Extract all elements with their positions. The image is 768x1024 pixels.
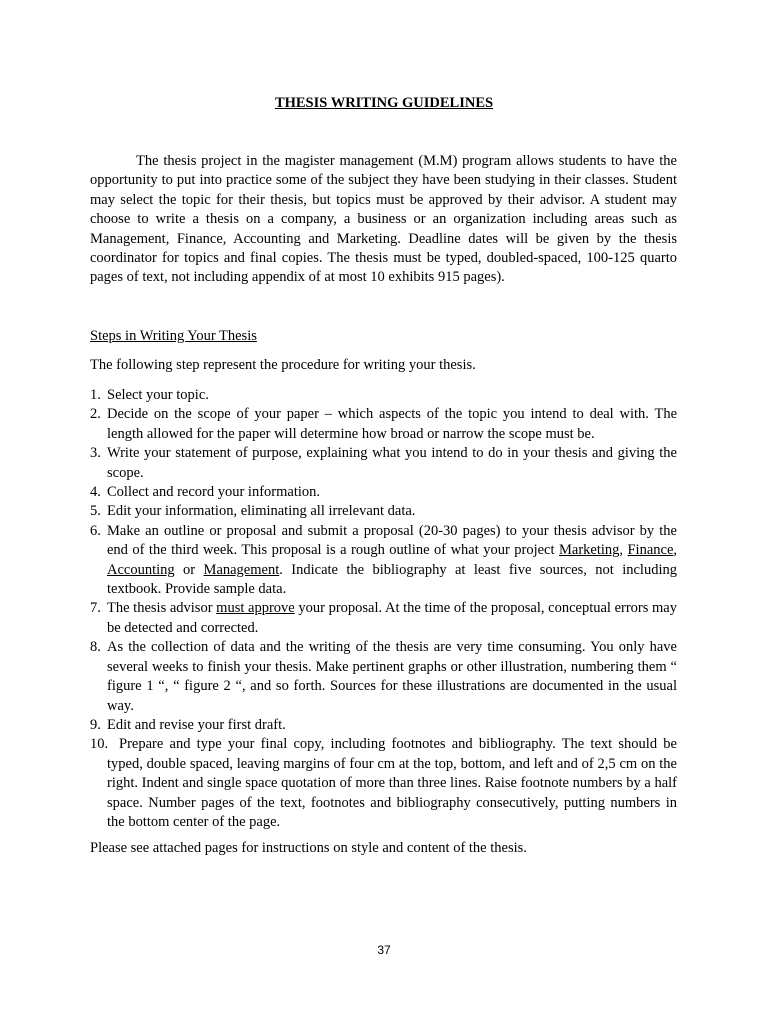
list-item xyxy=(90,386,677,405)
list-item xyxy=(90,522,677,600)
step-text-part: . Indicate the bibliography at least five sources, not including textbook. Provide sample data. xyxy=(107,561,677,598)
step-number: 3. xyxy=(90,445,101,462)
step-text-part: Make an outline or proposal and submit a proposal (20-30 pages) to your thesis advisor by the end of the third week. This proposal is a rough outline of what your project xyxy=(107,522,677,559)
underlined-term-marketing: Marketing xyxy=(558,542,620,559)
list-item xyxy=(90,444,677,483)
steps-list xyxy=(90,386,677,832)
section-intro: The following step represent the procedure for writing your thesis. xyxy=(90,357,476,373)
list-item xyxy=(90,502,677,521)
list-item xyxy=(90,405,677,444)
step-text: Prepare and type your final copy, including footnotes and bibliography. The text should be typed, double spaced, leaving margins of four cm at the top, bottom, and left and of 2,5 cm on the right. Indent and single space quotation of more than three lines. Raise footnote numbers by a half space. Number pages of the text, footnotes and bibliography consecutively, putting numbers in the bottom center of the page. xyxy=(107,736,677,830)
step-number: 8. xyxy=(90,639,101,656)
step-text: As the collection of data and the writing of the thesis are very time consuming. You only have several weeks to finish your thesis. Make pertinent graphs or other illustration, numbering them “ figure 1 “, “ figure 2 “, and so forth. Sources for these illustrations are documented in the usual way. xyxy=(107,639,677,714)
separator: , xyxy=(673,542,678,559)
separator: or xyxy=(174,561,204,578)
list-item xyxy=(90,638,677,716)
underlined-term-finance: Finance xyxy=(627,542,674,559)
step-number: 6. xyxy=(90,522,101,539)
section-heading: Steps in Writing Your Thesis xyxy=(90,328,257,344)
step-number: 9. xyxy=(90,716,101,733)
list-item xyxy=(90,483,677,502)
list-item xyxy=(90,735,677,832)
step-text-part: The thesis advisor xyxy=(107,600,217,617)
step-number: 10. xyxy=(90,736,109,753)
step-number: 2. xyxy=(90,406,101,423)
closing-paragraph: Please see attached pages for instructions on style and content of the thesis. xyxy=(90,840,527,856)
separator: , xyxy=(619,542,628,559)
page-number: 37 xyxy=(377,943,391,957)
step-text: Decide on the scope of your paper – which aspects of the topic you intend to deal with. The length allowed for the paper will determine how broad or narrow the scope must be. xyxy=(107,406,677,442)
step-number: 7. xyxy=(90,600,101,617)
step-number: 4. xyxy=(90,484,101,501)
step-text: Write your statement of purpose, explaining what you intend to do in your thesis and giving the scope. xyxy=(107,445,677,481)
list-item xyxy=(90,599,677,638)
step-text-part: your proposal. At the time of the proposal, conceptual errors may be detected and corrected. xyxy=(107,600,677,636)
list-item xyxy=(90,716,677,735)
intro-paragraph: The thesis project in the magister management (M.M) program allows students to have the opportunity to put into practice some of the subject they have been studying in their classes. Student may select the topic for their thesis, but topics must be approved by their advisor. A student may choose to write a thesis on a company, a business or an organization including areas such as Management, Finance, Accounting and Marketing. Deadline dates will be given by the thesis coordinator for topics and final copies. The thesis must be typed, doubled-spaced, 100-125 quarto pages of text, not including appendix of at most 10 exhibits 915 pages). xyxy=(90,153,677,286)
step-number: 5. xyxy=(90,503,101,520)
step-text: Select your topic. xyxy=(107,387,209,403)
step-text: Edit your information, eliminating all irrelevant data. xyxy=(107,503,416,520)
underlined-term-accounting: Accounting xyxy=(107,561,175,578)
step-text: Edit and revise your first draft. xyxy=(107,716,286,733)
underlined-term-management: Management xyxy=(203,561,280,578)
step-number: 1. xyxy=(90,387,101,403)
document-title: THESIS WRITING GUIDELINES xyxy=(274,95,494,111)
step-text: Collect and record your information. xyxy=(107,484,321,501)
underlined-emphasis: must approve xyxy=(216,600,295,617)
